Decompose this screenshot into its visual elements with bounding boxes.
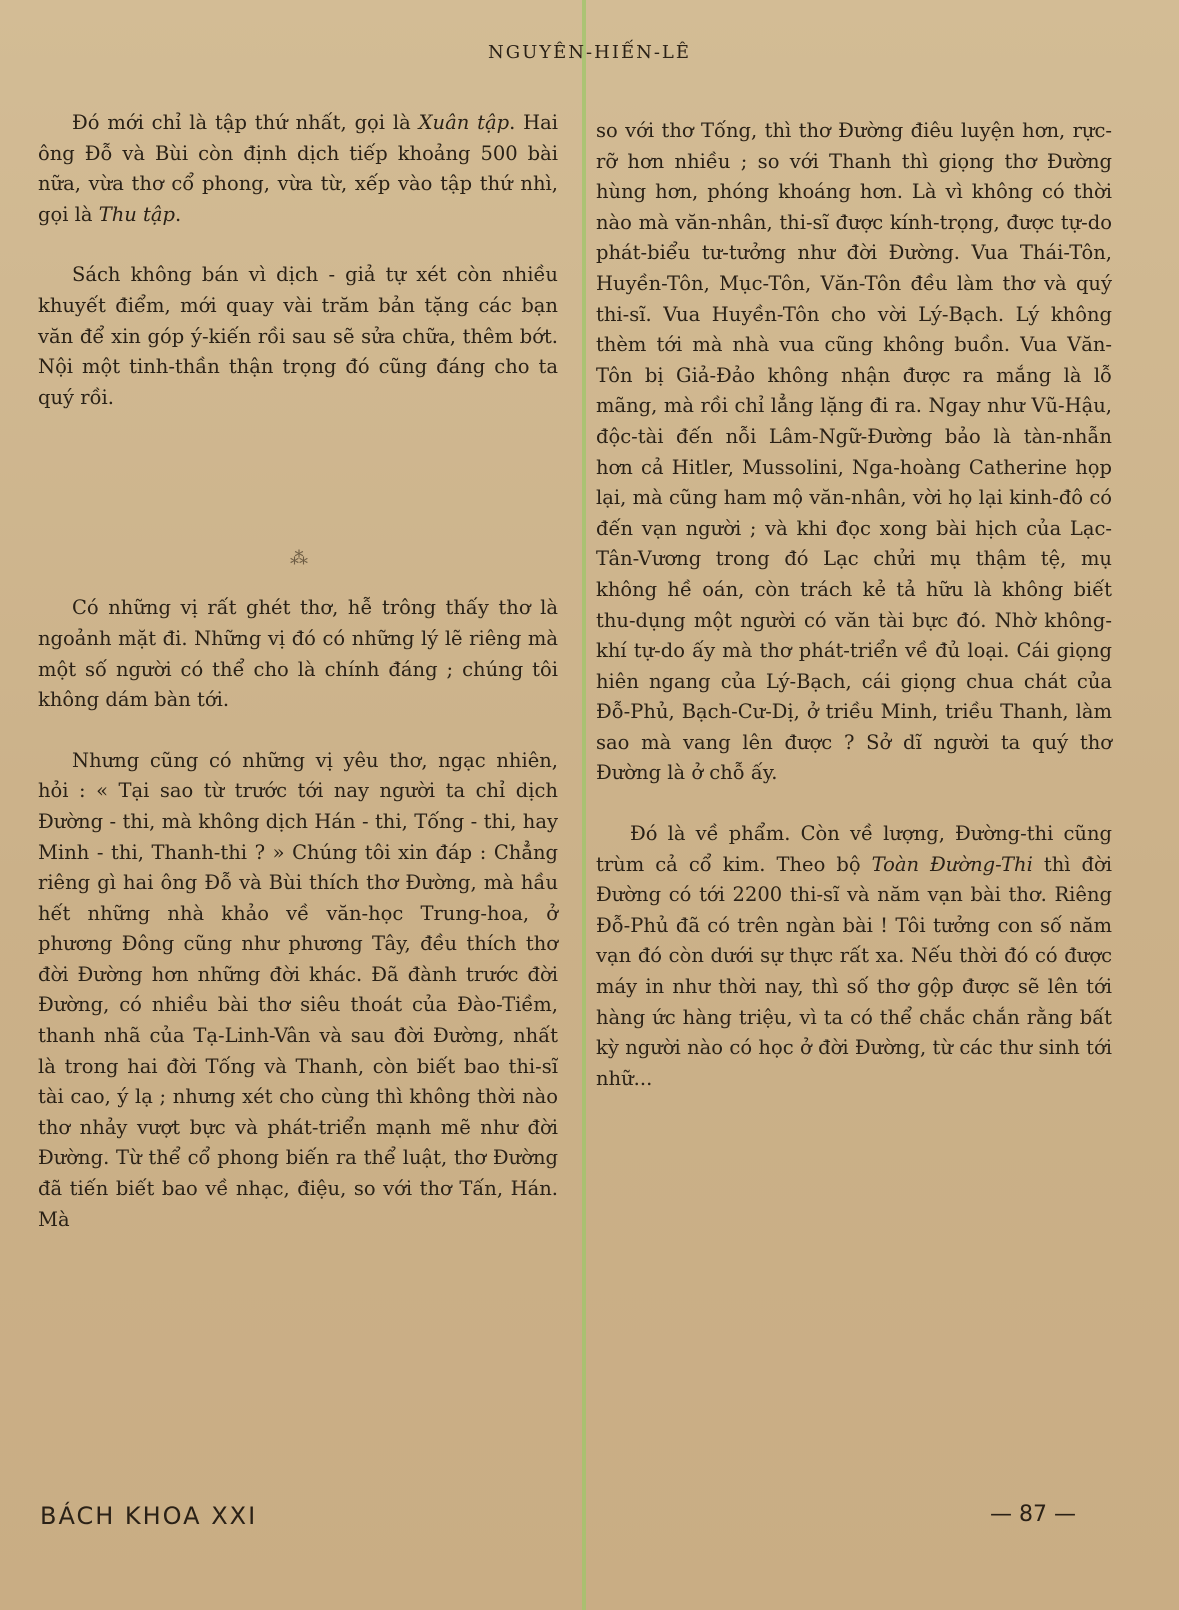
text-span: Đó là về phẩm. Còn về lượng, Đường-thi cũng trùm cả cổ kim. Theo bộ [596,822,1112,876]
right-column [596,116,1112,1094]
text-span: thì đời Đường có tới 2200 thi-sĩ và năm vạn bài thơ. Riêng Đỗ-Phủ đã có trên ngàn bài ! Tôi tưởng con số năm vạn đó còn dưới sự thực rất xa. Nếu thời đó có được máy in như thời nay, thì số thơ gộp được sẽ lên tới hàng ức hàng triệu, vì ta có thể chắc chắn rằng bất kỳ người nào có học ở đời Đường, từ các thư sinh tới nhữ... [596,852,1112,1090]
paragraph-sach-khong-ban: Sách không bán vì dịch - giả tự xét còn nhiều khuyết điểm, mới quay vài trăm bản tặng các bạn văn để xin góp ý-kiến rồi sau sẽ sửa chữa, thêm bớt. Nội một tinh-thần thận trọng đó cũng đáng cho ta quý rồi. [38,263,558,409]
book-title: Xuân tập [418,111,510,134]
section-ornament: ⁂ [290,548,308,569]
paragraph-ve-luong [596,819,1112,1094]
paragraph-ghet-tho: Có những vị rất ghét thơ, hễ trông thấy thơ là ngoảnh mặt đi. Những vị đó có những lý lẽ riêng mà một số người có thể cho là chính đáng ; chúng tôi không dám bàn tới. [38,596,558,712]
left-column [38,108,558,1235]
book-title: Thu tập [98,202,175,226]
book-title: Toàn Đường-Thi [871,852,1033,876]
running-header: NGUYÊN-HIẾN-LÊ [487,42,692,63]
page-number: — 87 — [990,1502,1076,1527]
paragraph-tho-duong: so với thơ Tống, thì thơ Đường điêu luyện hơn, rực-rỡ hơn nhiều ; so với Thanh thì giọng thơ Đường hùng hơn, phóng khoáng hơn. Là vì không có thời nào mà văn-nhân, thi-sĩ được kính-trọng, được tự-do phát-biểu tư-tưởng như đời Đường. Vua Thái-Tôn, Huyền-Tôn, Mục-Tôn, Văn-Tôn đều làm thơ và quý thi-sĩ. Vua Huyền-Tôn cho vời Lý-Bạch. Lý không thèm tới mà nhà vua cũng không buồn. Vua Văn-Tôn bị Giả-Đảo không nhận được ra mắng là lỗ mãng, mà rồi chỉ lẳng lặng đi ra. Ngay như Vũ-Hậu, độc-tài đến nỗi Lâm-Ngữ-Đường bảo là tàn-nhẫn hơn cả Hitler, Mussolini, Nga-hoàng Catherine họp lại, mà cũng ham mộ văn-nhân, vời họ lại kinh-đô có đến vạn người ; và khi đọc xong bài hịch của Lạc-Tân-Vương trong đó Lạc chửi mụ thậm tệ, mụ không hề oán, còn trách kẻ tả hữu là không biết thu-dụng một người có văn tài bực đó. Nhờ không-khí tự-do ấy mà thơ phát-triển về đủ loại. Cái giọng hiên ngang của Lý-Bạch, cái giọng chua chát của Đỗ-Phủ, Bạch-Cư-Dị, ở triều Minh, triều Thanh, làm sao mà vang lên được ? Sở dĩ người ta quý thơ Đường là ở chỗ ấy. [596,119,1112,785]
paragraph-yeu-tho: Nhưng cũng có những vị yêu thơ, ngạc nhiên, hỏi : « Tại sao từ trước tới nay người ta chỉ dịch Đường - thi, mà không dịch Hán - thi, Tống - thi, hay Minh - thi, Thanh-thi ? » Chúng tôi xin đáp : Chẳng riêng gì hai ông Đỗ và Bùi thích thơ Đường, mà hầu hết những nhà khảo về văn-học Trung-hoa, ở phương Đông cũng như phương Tây, đều thích thơ đời Đường hơn những đời khác. Đã đành trước đời Đường, có nhiều bài thơ siêu thoát của Đào-Tiềm, thanh nhã của Tạ-Linh-Vân và sau đời Đường, nhất là trong hai đời Tống và Thanh, còn biết bao thi-sĩ tài cao, ý lạ ; nhưng xét cho cùng thì không thời nào thơ nhảy vượt bực và phát-triển mạnh mẽ như đời Đường. Từ thể cổ phong biến ra thể luật, thơ Đường đã tiến biết bao về nhạc, điệu, so với thơ Tấn, Hán. Mà [38,748,558,1231]
page-fold-line [582,0,586,1610]
text-span: . [175,202,182,226]
paragraph-xuan-tap [38,108,558,230]
magazine-title: BÁCH KHOA XXI [40,1502,258,1530]
text-span: Đó mới chỉ là tập thứ nhất, gọi là [72,111,419,134]
text-span: . Hai ông Đỗ và Bùi còn định dịch tiếp khoảng 500 bài nữa, vừa thơ cổ phong, vừa từ, xếp vào tập thứ nhì, gọi là [38,111,558,226]
